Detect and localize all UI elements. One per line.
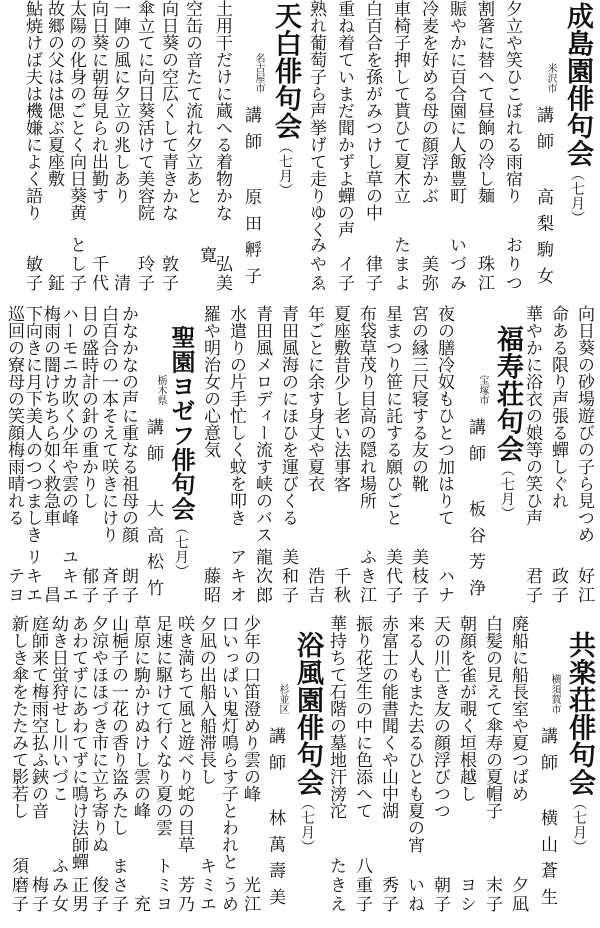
haiku-entry: 大夕立洗ふがごとく灯る門 — [13, 293, 26, 294]
teacher-fukujuso: 講師 板谷芳浄 宝塚市 — [465, 375, 488, 605]
haiku-entry: 下向きに月下美人のつつましき リキエ — [22, 305, 42, 605]
haiku-entry: 草原に駒かけぬけし雲の峰 充 — [130, 615, 150, 914]
haiku-entry: 青田風海のにほひを運びくる 美和子 — [278, 305, 298, 605]
haiku-entry: 梅雨の闇けちちら如く救急車 昌 — [40, 305, 60, 605]
haiku-entry: 傘立てに向日葵活けて美容院 玲子 — [134, 0, 154, 293]
haiku-entry: 少年の口笛澄めり雲の峰 光江 — [240, 615, 260, 914]
section-title-misono-joseph: 聖園ヨゼフ俳句会（七月） — [167, 325, 196, 579]
haiku-entry: 冷麦を好める母の顔浮かぶ 美弥 — [418, 0, 438, 293]
haiku-entry: 夕涼やほほづき市に立ち寄りぬ 俊子 — [88, 615, 108, 914]
haiku-entry: 割箸に替へて昼餉の冷し麺 珠江 — [474, 0, 494, 293]
haiku-entry: あわてずにあわてずに鳴け法師蟬 正男 — [68, 615, 88, 914]
haiku-entry: 白百合の一本そえて咲きにけり 斉子 — [98, 305, 118, 605]
haiku-entry: 幕間の一景のごと夕立来し — [27, 293, 40, 294]
haiku-entry: 華持ちて石階の墓地汗滂沱 たきえ — [326, 615, 346, 914]
haiku-entry: 白百合を孫がみつけし草の中 律子 — [362, 0, 382, 293]
haiku-entry: 青田風メロディー流す峡のバス 龍次郎 — [252, 305, 272, 605]
haiku-entry: 鮎焼けば夫は機嫌によく語り 敏子 — [22, 0, 42, 293]
haiku-entry: 向日葵の空広くして青きかな 敦子 — [158, 0, 178, 293]
section-title-yokufuen: 浴風園俳句会（七月） — [292, 631, 323, 855]
haiku-entry: 寛 — [196, 245, 216, 265]
haiku-entry: 夕立や笑ひこぼれる雨宿り おりつ — [502, 0, 522, 293]
band-middle — [0, 305, 600, 605]
haiku-entry: 口いっぱい鬼灯鳴らす子とわれと うめ — [218, 615, 238, 914]
haiku-entry: 星まつり笹に託する願ひごと 美代子 — [382, 305, 402, 605]
section-title-kyorakuso: 共楽荘俳句会（七月） — [564, 631, 595, 855]
haiku-entry: 向日葵の砂場遊びの子ら見つめ 好江 — [574, 305, 594, 605]
haiku-entry: 命ある限り声張る蟬しぐれ 政子 — [548, 305, 568, 605]
haiku-entry: 向日葵に朝毎見られ出勤す 千代 — [88, 0, 108, 293]
haiku-entry: 水遣りの片手忙しく蚊を叩き アキオ — [226, 305, 246, 605]
haiku-entry: 賑やかに百合園に人飯豊町 いづみ — [446, 0, 466, 293]
haiku-entry: 咲き満ちて風と遊べり蛇の目草 芳乃 — [174, 615, 194, 914]
haiku-entry: 新しき傘をたたみて影若し 須磨子 — [8, 615, 28, 914]
teacher-tenpaku: 講師 原田孵子 名古屋市 — [241, 53, 264, 293]
haiku-entry: 羅や明治女の心意気 藤昭 — [200, 305, 220, 605]
haiku-entry: 熟れ葡萄子ら声挙げて走りゆく みやゑ — [306, 0, 326, 293]
haiku-entry: 白髪の見えて傘寿の夏帽子 末子 — [482, 615, 502, 914]
teacher-seijimaen: 講師 高梨駒女 米沢市 — [533, 63, 556, 293]
haiku-entry: ハーモニカ吹く少年や雲の峰 ユキエ — [58, 305, 78, 605]
haiku-entry: 年ごとに余す身丈や夏衣 浩吉 — [304, 305, 324, 605]
section-title-tenpaku: 天白俳句会（七月） — [270, 2, 301, 198]
haiku-entry: 太陽の化身のごとく向日葵黄 とし子 — [66, 0, 86, 293]
band-bottom — [0, 615, 600, 914]
haiku-entry: 夏座敷昔少し老い法事客 千秋 — [330, 305, 350, 605]
haiku-entry: 故郷の父はは偲ぶ夏座敷 鉦 — [44, 0, 64, 293]
section-title-fukujuso: 福寿荘句会（七月） — [492, 325, 523, 521]
teacher-misono-joseph: 講師 大高松竹 栃木県 — [143, 375, 166, 605]
haiku-entry: 山梔子の一花の香り盗みたし まさ子 — [108, 615, 128, 914]
haiku-entry: 天の川亡き友の顔浮びつつ 朝子 — [430, 615, 450, 914]
haiku-entry: 日の盛時計の針の重かりし 郁子 — [78, 305, 98, 605]
haiku-page: 成島園俳句会（七月） 講師 高梨駒女 米沢市 夕立や笑ひこぼれる雨宿り おりつ 割箸に替へて昼餉の冷し麺 珠江 賑やかに百合園に人飯豊町 いづみ 冷麦を好める母の顔浮かぶ 美弥 車椅子押して貰ひて夏木立 たまよ 白百合を孫がみつけし草の中 律子 重ね着ていまだ聞かずよ蟬の声 イ子 熟れ葡萄子ら声挙げて走りゆく みやゑ 天白俳句会（七月） 講師 原田孵子 名古屋市 土用干だけに蔵へる着物かな 弘美 寛 空缶の音たて流れ夕立あと 向日葵の空広くして青きかな 敦子 傘立てに向日葵活けて美容院 玲子 一陣の風に夕立の兆しあり 清 向日葵に朝毎見られ出勤す 千代 太陽の化身のごとく向日葵黄 とし子 故郷の父はは偲ぶ夏座敷 鉦 鮎焼けば夫は機嫌によく語り 敏子 向日葵の砂場遊びの子ら見つめ 好江 命ある限り声張る蟬しぐれ 政子 華やかに浴衣の娘等の笑ひ声 君子 福寿荘句会（七月） 講師 板谷芳浄 宝塚市 夜の膳冷奴もひとつ加はりて ハナ 宮の縁三尺寝する友の靴 美枝子 星まつり笹に託する願ひごと 美代子 布袋草茂り目高の隠れ場所 ふき江 夏座敷昔少し老い法事客 千秋 年ごとに余す身丈や夏衣 浩吉 青田風海のにほひを運びくる 美和子 青田風メロディー流す峡のバス 龍次郎 水遣りの片手忙しく蚊を叩き アキオ 羅や明治女の心意気 藤昭 聖園ヨゼフ俳句会（七月） 講師 大高松竹 栃木県 かなかなの声に重なる祖母の顔 朗子 白百合の一本そえて咲きにけり 斉子 日の盛時計の針の重かりし 郁子 ハーモニカ吹く少年や雲の峰 ユキエ 梅雨の闇けちちら如く救急車 昌 下向きに月下美人のつつましき リキエ 巡回の寮母の笑顔梅雨晴れる テヨ 共楽荘俳句会（七月） 講師 横山蒼生 横須賀市 廃船に船長室や夏つばめ 夕凪 白髪の見えて傘寿の夏帽子 末子 朝顔を雀が覗く垣根越し ヨシ 天の川亡き友の顔浮びつつ 朝子 来る人もまた去るひとも夏の宵 いね 赤富士の能書聞くや山中湖 秀子 振り花芝生の中に色添へて 八重子 華持ちて石階の墓地汗滂沱 たきえ 浴風園俳句会（七月） 講師 林萬壽美 杉並区 少年の口笛澄めり雲の峰 光江 口いっぱい鬼灯鳴らす子とわれと うめ 夕凪の出船入船滞長し キミエ 咲き満ちて風と遊べり蛇の目草 芳乃 足速に駆けて行くなり夏の雲 トミヨ 草原に駒かけぬけし雲の峰 充 山梔子の一花の香り盗みたし まさ子 夕涼やほほづき市に立ち寄りぬ 俊子 あわてずにあわてずに鳴け法師蟬 正男 幼き日蛍狩せし川いづこ ふみ女 庭師来て梅雨空払ふ鋏の音 梅子 新しき傘をたたみて影若し 須磨子 夕立を避けて長居の喫茶店章 大夕立洗ふがごとく灯る門千枝 幕間の一景のごと夕立来し一恵 蟬声の切れ目にとんぼ飛び去りぬ祐 梅雨冷や足の関節ぼきと鳴り濃泉 夏つばめ花輪のならぶレストラン勝三郎 — [0, 0, 600, 914]
haiku-entry: 幼き日蛍狩せし川いづこ ふみ女 — [48, 615, 68, 914]
haiku-entry: 夏つばめ花輪のならぶレストラン — [73, 293, 89, 294]
haiku-entry: 一陣の風に夕立の兆しあり 清 — [110, 0, 130, 293]
haiku-entry: 土用干だけに蔵へる着物かな 弘美 — [212, 0, 232, 293]
haiku-entry: 梅雨冷や足の関節ぼきと鳴り — [58, 293, 72, 294]
teacher-yokufuen: 講師 林萬壽美 杉並区 — [265, 684, 288, 914]
haiku-entry: 華やかに浴衣の娘等の笑ひ声 君子 — [522, 305, 542, 605]
haiku-entry: 空缶の音たて流れ夕立あと — [182, 0, 202, 204]
haiku-entry: 足速に駆けて行くなり夏の雲 トミヨ — [152, 615, 172, 914]
haiku-entry: 宮の縁三尺寝する友の靴 美枝子 — [408, 305, 428, 605]
band-top — [0, 0, 600, 293]
haiku-entry: 廃船に船長室や夏つばめ 夕凪 — [508, 615, 528, 914]
haiku-entry: かなかなの声に重なる祖母の顔 朗子 — [118, 305, 138, 605]
haiku-entry: 赤富士の能書聞くや山中湖 秀子 — [378, 615, 398, 914]
haiku-entry: 朝顔を雀が覗く垣根越し ヨシ — [456, 615, 476, 914]
haiku-entry: 夜の膳冷奴もひとつ加はりて ハナ — [434, 305, 454, 605]
haiku-entry: 布袋草茂り目高の隠れ場所 ふき江 — [356, 305, 376, 605]
haiku-entry: 車椅子押して貰ひて夏木立 たまよ — [390, 0, 410, 293]
teacher-kyorakuso: 講師 横山蒼生 横須賀市 — [537, 674, 560, 914]
haiku-entry: 来る人もまた去るひとも夏の宵 いね — [404, 615, 424, 914]
section-title-seijimaen: 成島園俳句会（七月） — [562, 2, 593, 226]
haiku-entry: 夕立を避けて長居の喫茶店 — [0, 293, 12, 294]
haiku-entry: 巡回の寮母の笑顔梅雨晴れる テヨ — [4, 305, 24, 605]
haiku-entry: 夕凪の出船入船滞長し キミエ — [196, 615, 216, 914]
haiku-entry: 重ね着ていまだ聞かずよ蟬の声 イ子 — [334, 0, 354, 293]
haiku-entry: 庭師来て梅雨空払ふ鋏の音 梅子 — [28, 615, 48, 914]
haiku-entry: 振り花芝生の中に色添へて 八重子 — [352, 615, 372, 914]
haiku-entry: 蟬声の切れ目にとんぼ飛び去りぬ — [41, 293, 57, 294]
